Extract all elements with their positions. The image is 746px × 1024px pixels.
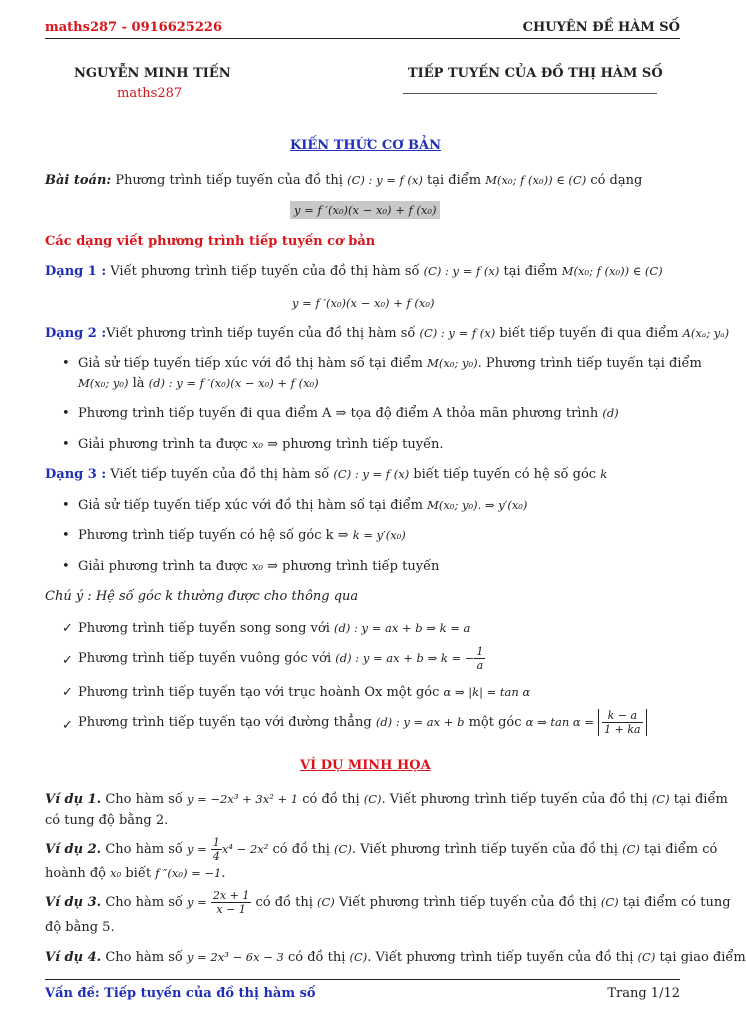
dang1: Dạng 1 : Viết phương trình tiếp tuyến của đồ thị hàm số (C) : y = f (x) tại điểm M(x₀; f (x₀)) ∈ (C) bbox=[45, 264, 663, 279]
check-item-1: Phương trình tiếp tuyến song song với (d) : y = ax + b ⇒ k = a bbox=[78, 621, 471, 636]
check-icon: ✓ bbox=[62, 621, 73, 636]
author-name: NGUYỄN MINH TIẾN bbox=[74, 66, 231, 81]
example-1-cont: có tung độ bằng 2. bbox=[45, 813, 169, 828]
dang2-bullet-2: Phương trình tiếp tuyến đi qua điểm A ⇒ tọa độ điểm A thỏa mãn phương trình (d) bbox=[78, 406, 619, 421]
main-formula-box bbox=[290, 203, 440, 218]
title-underline bbox=[403, 93, 657, 94]
example-1: Ví dụ 1. Cho hàm số y = −2x³ + 3x² + 1 có đồ thị (C). Viết phương trình tiếp tuyến của đồ thị (C) tại điểm bbox=[45, 792, 728, 807]
bai-toan-label: Bài toán: bbox=[45, 173, 112, 188]
page-number: Trang 1/12 bbox=[607, 986, 680, 1001]
dang3-bullet-1: Giả sử tiếp tuyến tiếp xúc với đồ thị hàm số tại điểm M(x₀; y₀). ⇒ y′(x₀) bbox=[78, 498, 528, 513]
example-4: Ví dụ 4. Cho hàm số y = 2x³ − 6x − 3 có đồ thị (C). Viết phương trình tiếp tuyến của đồ thị (C) tại giao điểm bbox=[45, 950, 746, 965]
dang2-bullet-1: Giả sử tiếp tuyến tiếp xúc với đồ thị hàm số tại điểm M(x₀; y₀). Phương trình tiếp tuyến tại điểm bbox=[78, 356, 702, 371]
bullet-icon: • bbox=[62, 528, 70, 543]
author-handle: maths287 bbox=[117, 86, 183, 101]
dang2: Dạng 2 :Viết phương trình tiếp tuyến của đồ thị hàm số (C) : y = f (x) biết tiếp tuyến đi qua điểm A(xₐ; yₐ) bbox=[45, 326, 730, 341]
header-left: maths287 - 0916625226 bbox=[45, 20, 222, 35]
dang3: Dạng 3 : Viết tiếp tuyến của đồ thị hàm số (C) : y = f (x) biết tiếp tuyến có hệ số góc k bbox=[45, 467, 608, 482]
example-2: Ví dụ 2. Cho hàm số y = $\frac{1}{4}$ x⁴ − 2x² có đồ thị (C). Viết phương trình tiếp tuyến của đồ thị (C) tại điểm có bbox=[45, 836, 718, 863]
check-item-3: Phương trình tiếp tuyến tạo với trục hoành Ox một góc α ⇒ |k| = tan α bbox=[78, 685, 531, 700]
header-right: CHUYÊN ĐỀ HÀM SỐ bbox=[522, 20, 680, 35]
subsection-title: Các dạng viết phương trình tiếp tuyến cơ bản bbox=[45, 234, 376, 249]
header-rule bbox=[45, 38, 680, 39]
check-icon: ✓ bbox=[62, 685, 73, 700]
main-formula: y = f ′(x₀)(x − x₀) + f (x₀) bbox=[290, 201, 440, 219]
dang3-bullet-3: Giải phương trình ta được x₀ ⇒ phương trình tiếp tuyến bbox=[78, 559, 440, 574]
check-item-2: Phương trình tiếp tuyến vuông góc với (d) : y = ax + b ⇒ k = − $\frac{1}{a}$ bbox=[78, 645, 484, 672]
dang2-bullet-3: Giải phương trình ta được x₀ ⇒ phương trình tiếp tuyến. bbox=[78, 437, 444, 452]
bai-toan: Bài toán: Phương trình tiếp tuyến của đồ thị (C) : y = f (x) tại điểm M(x₀; f (x₀)) ∈ (C) có dạng bbox=[45, 173, 643, 188]
bullet-icon: • bbox=[62, 498, 70, 513]
bullet-icon: • bbox=[62, 437, 70, 452]
example-2-cont: hoành độ x₀ biết f ″(x₀) = −1. bbox=[45, 866, 226, 881]
check-item-4: Phương trình tiếp tuyến tạo với đường thẳng (d) : y = ax + b một góc α ⇒ tan α = $\frac{k - a}{1 + ka}$ bbox=[78, 709, 647, 736]
section-title-examples: VÍ DỤ MINH HỌA bbox=[300, 758, 431, 773]
check-icon: ✓ bbox=[62, 718, 73, 733]
example-3-cont: độ bằng 5. bbox=[45, 920, 115, 935]
check-icon: ✓ bbox=[62, 653, 73, 668]
footer-rule bbox=[45, 979, 680, 980]
example-3: Ví dụ 3. Cho hàm số y = $\frac{2x + 1}{x - 1}$ có đồ thị (C) Viết phương trình tiếp tuyến của đồ thị (C) tại điểm có tung bbox=[45, 889, 731, 916]
dang2-label: Dạng 2 : bbox=[45, 326, 107, 341]
section-title-basics: KIẾN THỨC CƠ BẢN bbox=[290, 138, 442, 153]
dang3-label: Dạng 3 : bbox=[45, 467, 107, 482]
bullet-icon: • bbox=[62, 559, 70, 574]
bullet-icon: • bbox=[62, 406, 70, 421]
doc-title: TIẾP TUYẾN CỦA ĐỒ THỊ HÀM SỐ bbox=[408, 66, 663, 81]
footer-left: Vấn đề: Tiếp tuyến của đồ thị hàm số bbox=[45, 986, 316, 1001]
dang2-bullet-1-cont: M(x₀; y₀) là (d) : y = f ′(x₀)(x − x₀) + f (x₀) bbox=[78, 376, 319, 391]
chu-y-note: Chú ý : Hệ số góc k thường được cho thông qua bbox=[45, 589, 359, 604]
dang1-label: Dạng 1 : bbox=[45, 264, 107, 279]
dang1-formula: y = f ′(x₀)(x − x₀) + f (x₀) bbox=[292, 296, 435, 310]
bullet-icon: • bbox=[62, 356, 70, 371]
dang3-bullet-2: Phương trình tiếp tuyến có hệ số góc k ⇒ k = y′(x₀) bbox=[78, 528, 406, 543]
